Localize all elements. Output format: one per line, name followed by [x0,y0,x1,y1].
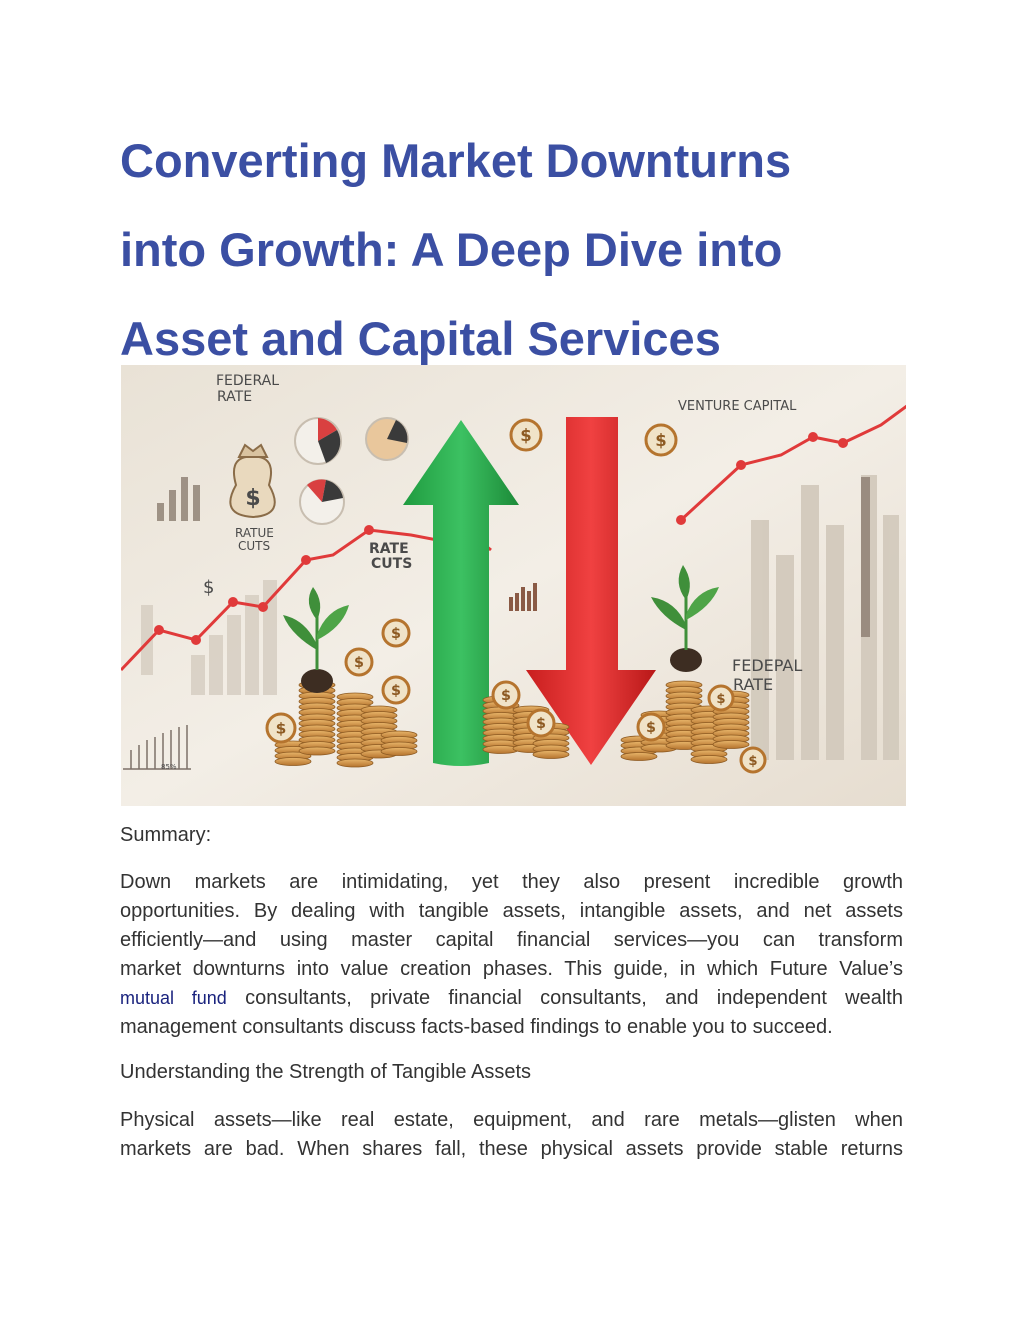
summary-label: Summary: [120,824,212,846]
label-cuts: CUTS [238,539,271,553]
coin-dollar-sign: $ [354,655,364,672]
label-ratue: RATUE [235,526,274,540]
coin-dollar-sign: $ [501,688,511,705]
label-federal: FEDERAL [216,373,280,389]
summary-line: opportunities. By dealing with tangible assets, intangible assets, and net assets [120,900,903,922]
hero-illustration [121,365,906,806]
label-venture-capital: VENTURE CAPITAL [678,399,797,414]
coin [337,759,373,767]
pie-chart-icon [295,418,341,464]
coin-dollar-sign: $ [275,719,287,738]
coin [621,753,657,761]
summary-line: Down markets are intimidating, yet they also present incredible growth [120,871,903,893]
summary-line: efficiently—and using master capital financial services—you can transform [120,929,903,951]
label-rate: RATE [217,389,253,405]
label-fedepal: FEDEPAL [732,656,803,675]
coin-dollar-sign: $ [391,683,401,700]
coin-dollar-sign: $ [655,431,667,450]
mutual-fund-link[interactable]: mutual fund [120,988,227,1008]
pie-chart-icon [366,418,408,460]
summary-line-with-link [120,984,903,1013]
section-paragraph [120,1106,903,1164]
coin-dollar-sign: $ [646,720,656,737]
coin [691,756,727,764]
coin-dollar-sign: $ [748,753,758,769]
coin-dollar-sign: $ [716,691,726,707]
summary-line-rest: consultants, private financial consultants, and independent wealth [226,987,903,1009]
summary-line: management consultants discuss facts-based findings to enable you to succeed. [120,1016,833,1038]
coin [275,758,311,766]
title-line: Asset and Capital Services [120,312,721,365]
coin [533,751,569,759]
section-line: Physical assets—like real estate, equipment, and rare metals—glisten when [120,1109,903,1131]
summary-paragraph [120,868,903,1042]
label-small-percent: 85% [161,763,177,771]
section-line: markets are bad. When shares fall, these physical assets provide stable returns [120,1138,903,1160]
coin-dollar-sign: $ [536,716,546,733]
pie-chart-icon [300,480,344,524]
label-dollar-sign: $ [203,577,215,598]
label-rate-cuts-2: CUTS [371,556,413,572]
title-line: Converting Market Downturns [120,134,792,187]
coin-dollar-sign: $ [391,626,401,643]
section-heading: Understanding the Strength of Tangible Assets [120,1061,532,1083]
bar-chart-right-icon [861,477,870,637]
bag-dollar-sign: $ [245,486,261,511]
coin-dollar-sign: $ [520,426,532,445]
coin [381,748,417,756]
summary-line: market downturns into value creation phases. This guide, in which Future Value’s [120,958,903,980]
article-title [120,116,920,383]
label-rate-cuts: RATE [369,541,409,557]
coin [299,747,335,755]
coin [713,741,749,749]
label-fedepal-rate: RATE [733,675,774,694]
title-line: into Growth: A Deep Dive into [120,223,783,276]
market-illustration-graphic [121,365,906,806]
